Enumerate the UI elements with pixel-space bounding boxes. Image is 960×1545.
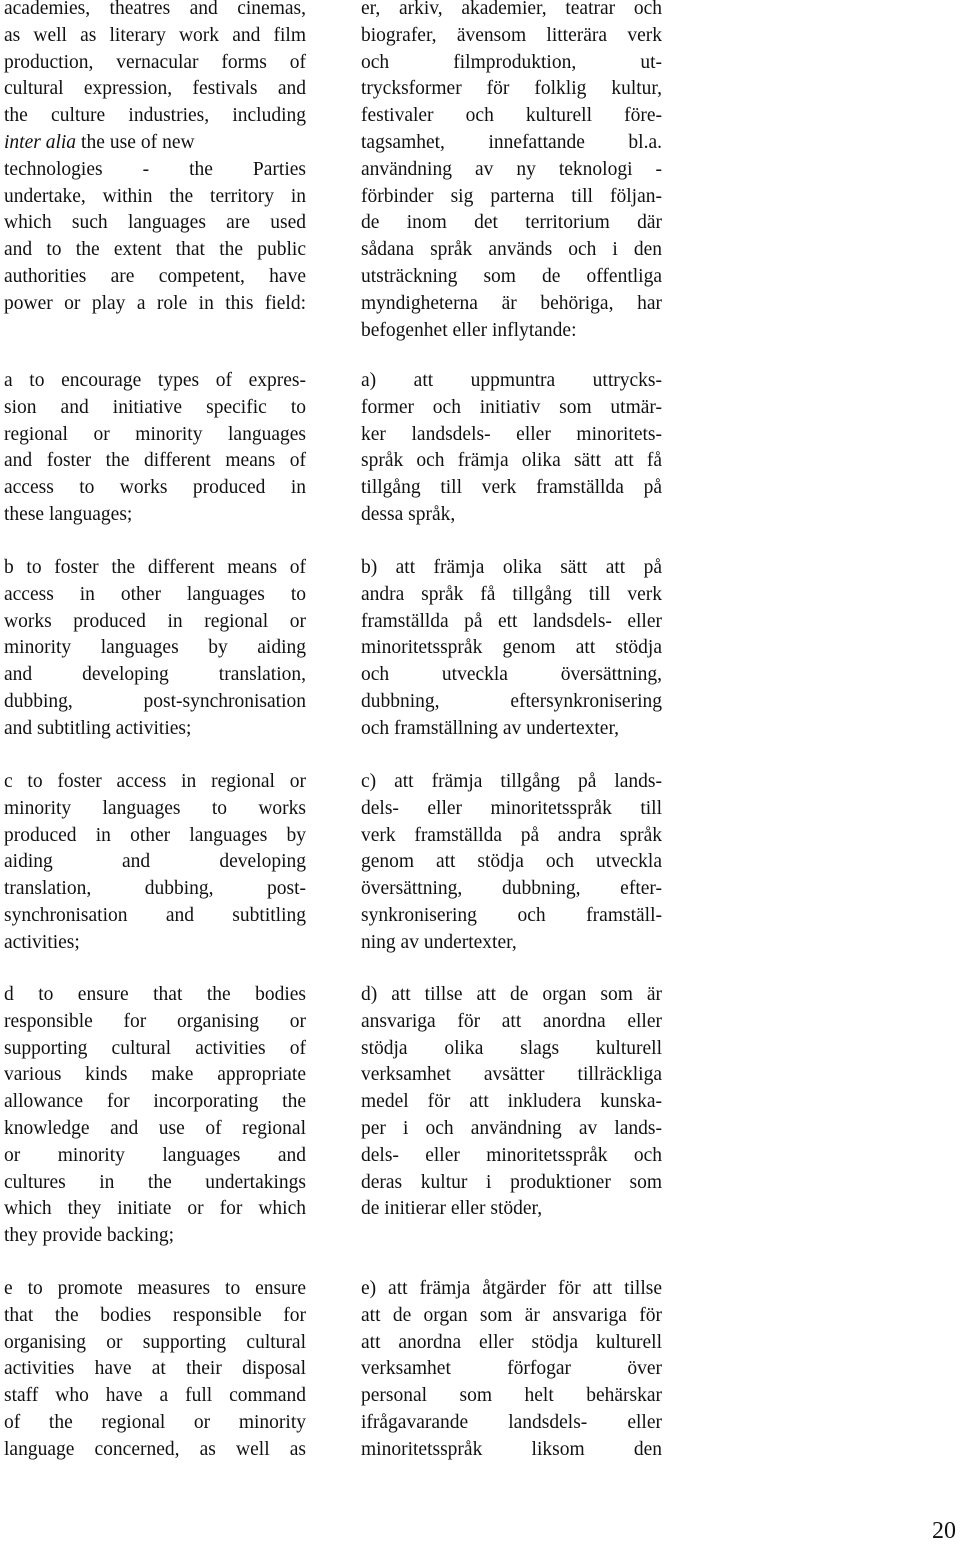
- text-line: dels- eller minoritetsspråk till: [361, 797, 662, 819]
- text-line: verk framställda på andra språk: [361, 824, 662, 846]
- text-line: e) att främja åtgärder för att tillse: [361, 1278, 662, 1299]
- english-item-b: [4, 555, 306, 743]
- text-line: cultures in the undertakings: [4, 1171, 306, 1193]
- text-line: dubbning, eftersynkronisering: [361, 690, 662, 712]
- text-line: language concerned, as well as: [4, 1438, 306, 1460]
- english-item-e: [4, 1276, 306, 1464]
- text-line: trycksformer för folklig kultur,: [361, 78, 662, 100]
- text-line: and developing translation,: [4, 664, 306, 686]
- text-line: dubbing, post-synchronisation: [4, 690, 306, 712]
- text-line: or minority languages and: [4, 1144, 306, 1166]
- text-line: er, arkiv, akademier, teatrar och: [361, 0, 662, 19]
- text-line: knowledge and use of regional: [4, 1117, 306, 1139]
- text-line: minoritetsspråk liksom den: [361, 1438, 662, 1460]
- text-line: biografer, ävensom litterära verk: [361, 24, 662, 46]
- text-line: b) att främja olika sätt att på: [361, 557, 662, 578]
- text-line: verksamhet avsätter tillräckliga: [361, 1064, 662, 1086]
- swedish-item-c: [361, 769, 662, 957]
- text-line: per i och användning av lands-: [361, 1117, 662, 1139]
- text-line: [4, 130, 306, 157]
- english-intro-paragraph: [4, 0, 306, 318]
- text-line: these languages;: [4, 503, 133, 525]
- text-line: supporting cultural activities of: [4, 1037, 306, 1059]
- text-line: various kinds make appropriate: [4, 1064, 306, 1086]
- text-line: ker landsdels- eller minoritets-: [361, 423, 662, 445]
- text-line: c) att främja tillgång på lands-: [361, 771, 662, 792]
- text-line: språk och främja olika sätt att få: [361, 450, 662, 472]
- text-line: organising or supporting cultural: [4, 1331, 306, 1353]
- text-line: att anordna eller stödja kulturell: [361, 1331, 662, 1353]
- text-line: power or play a role in this field:: [4, 292, 306, 314]
- text-line: och filmproduktion, ut-: [361, 51, 662, 73]
- text-line: genom att stödja och utveckla: [361, 851, 662, 873]
- text-line: dels- eller minoritetsspråk och: [361, 1144, 662, 1166]
- swedish-item-a: [361, 368, 662, 529]
- text-line: d to ensure that the bodies: [4, 984, 306, 1005]
- text-line: as well as literary work and film: [4, 24, 306, 46]
- text-line: att de organ som är ansvariga för: [361, 1304, 662, 1326]
- italic-phrase: inter alia: [4, 131, 77, 153]
- swedish-item-d: [361, 982, 662, 1223]
- text-line: d) att tillse att de organ som är: [361, 984, 662, 1005]
- swedish-item-b: [361, 555, 662, 743]
- text-line: de initierar eller stöder,: [361, 1198, 543, 1220]
- text-line: utsträckning som de offentliga: [361, 265, 662, 287]
- text-line: användning av ny teknologi -: [361, 158, 662, 180]
- text-line: works produced in regional or: [4, 610, 306, 632]
- text-line: the culture industries, including: [4, 105, 306, 127]
- english-item-c: [4, 769, 306, 957]
- text-line: minority languages to works: [4, 797, 306, 819]
- text-line: produced in other languages by: [4, 824, 306, 846]
- text-line: of the regional or minority: [4, 1411, 306, 1433]
- text-line: e to promote measures to ensure: [4, 1278, 306, 1299]
- text-line: minority languages by aiding: [4, 637, 306, 659]
- text-line: personal som helt behärskar: [361, 1385, 662, 1407]
- text-line: synchronisation and subtitling: [4, 904, 306, 926]
- text-fragment: the use of new: [81, 131, 195, 153]
- text-line: förbinder sig parterna till följan-: [361, 185, 662, 207]
- text-line: production, vernacular forms of: [4, 51, 306, 73]
- text-line: b to foster the different means of: [4, 557, 306, 578]
- text-line: access in other languages to: [4, 583, 306, 605]
- english-item-d: [4, 982, 306, 1250]
- text-line: cultural expression, festivals and: [4, 78, 306, 100]
- text-line: responsible for organising or: [4, 1010, 306, 1032]
- text-line: andra språk få tillgång till verk: [361, 583, 662, 605]
- text-line: activities;: [4, 931, 80, 953]
- english-item-a: [4, 368, 306, 529]
- text-line: a to encourage types of expres-: [4, 370, 306, 391]
- text-line: verksamhet förfogar över: [361, 1358, 662, 1380]
- text-line: activities have at their disposal: [4, 1358, 306, 1380]
- text-line: medel för att inkludera kunska-: [361, 1091, 662, 1113]
- text-line: ning av undertexter,: [361, 931, 517, 953]
- text-line: dessa språk,: [361, 503, 456, 525]
- text-line: staff who have a full command: [4, 1385, 306, 1407]
- text-line: which such languages are used: [4, 212, 306, 234]
- text-line: ifrågavarande landsdels- eller: [361, 1411, 662, 1433]
- text-line: c to foster access in regional or: [4, 771, 306, 792]
- text-line: befogenhet eller inflytande:: [361, 319, 577, 341]
- text-line: myndigheterna är behöriga, har: [361, 292, 662, 314]
- text-line: technologies - the Parties: [4, 158, 306, 180]
- text-line: and to the extent that the public: [4, 239, 306, 261]
- text-line: synkronisering och framställ-: [361, 904, 662, 926]
- text-line: translation, dubbing, post-: [4, 878, 306, 900]
- text-line: access to works produced in: [4, 477, 306, 499]
- text-line: tillgång till verk framställda på: [361, 477, 662, 499]
- text-line: regional or minority languages: [4, 423, 306, 445]
- text-line: undertake, within the territory in: [4, 185, 306, 207]
- text-line: ansvariga för att anordna eller: [361, 1010, 662, 1032]
- text-line: that the bodies responsible for: [4, 1304, 306, 1326]
- text-line: aiding and developing: [4, 851, 306, 873]
- text-line: sion and initiative specific to: [4, 396, 306, 418]
- text-line: stödja olika slags kulturell: [361, 1037, 662, 1059]
- text-line: which they initiate or for which: [4, 1198, 306, 1220]
- text-line: tagsamhet, innefattande bl.a.: [361, 131, 662, 153]
- text-line: de inom det territorium där: [361, 212, 662, 234]
- swedish-intro-paragraph: [361, 0, 662, 344]
- text-line: authorities are competent, have: [4, 265, 306, 287]
- text-line: allowance for incorporating the: [4, 1091, 306, 1113]
- text-line: framställda på ett landsdels- eller: [361, 610, 662, 632]
- text-line: and foster the different means of: [4, 450, 306, 472]
- text-line: festivaler och kulturell före-: [361, 105, 662, 127]
- text-line: översättning, dubbning, efter-: [361, 878, 662, 900]
- text-line: they provide backing;: [4, 1225, 175, 1247]
- text-line: former och initiativ som utmär-: [361, 396, 662, 418]
- swedish-item-e: [361, 1276, 662, 1464]
- text-line: and subtitling activities;: [4, 717, 192, 739]
- page-number: 20: [932, 1518, 956, 1544]
- text-line: deras kultur i produktioner som: [361, 1171, 662, 1193]
- text-line: minoritetsspråk genom att stödja: [361, 637, 662, 659]
- text-line: och framställning av undertexter,: [361, 717, 620, 739]
- text-line: academies, theatres and cinemas,: [4, 0, 306, 19]
- text-line: och utveckla översättning,: [361, 664, 662, 686]
- text-line: sådana språk används och i den: [361, 239, 662, 261]
- text-line: a) att uppmuntra uttrycks-: [361, 370, 662, 391]
